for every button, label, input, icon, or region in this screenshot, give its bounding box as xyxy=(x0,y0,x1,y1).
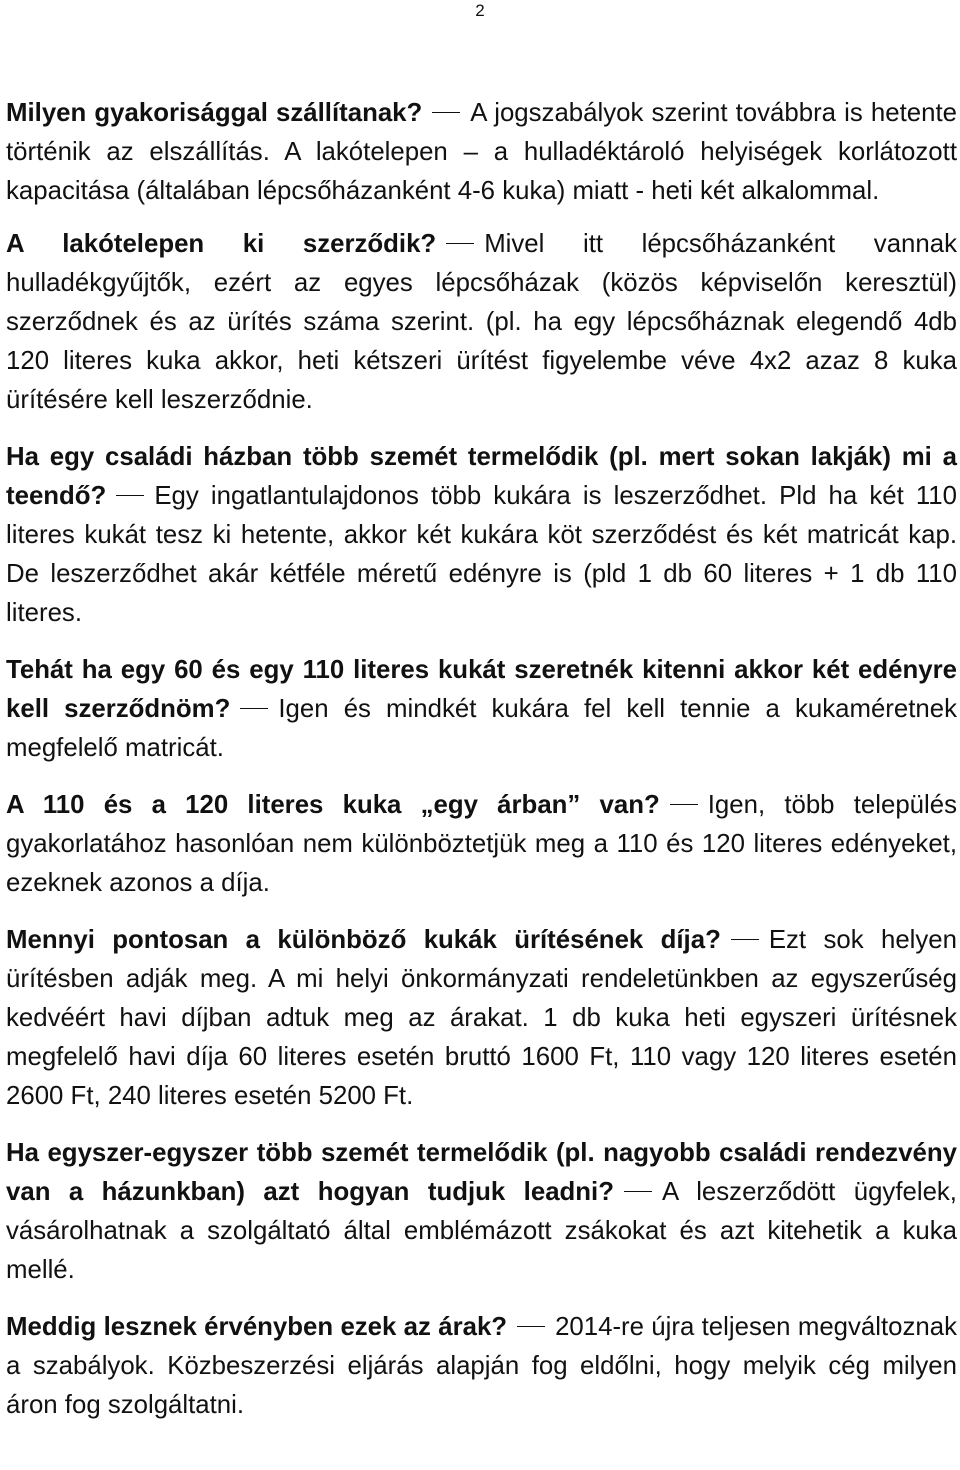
faq-paragraph-housing-estate xyxy=(6,225,957,420)
faq-paragraph-same-price xyxy=(6,786,957,903)
faq-answer: 2014-re újra teljesen megváltoznak a szabályok. Közbeszerzési eljárás alapján fog eldőlni, hogy melyik cég milyen áron fog szolgáltatni. xyxy=(6,1313,957,1419)
faq-question: A 110 és a 120 literes kuka „egy árban” van? xyxy=(6,791,660,819)
faq-paragraph-family-house xyxy=(6,438,957,633)
faq-paragraph-validity xyxy=(6,1308,957,1425)
faq-answer: A jogszabályok szerint továbbra is hetente történik az elszállítás. A lakótelepen – a hulladéktároló helyiségek korlátozott kapacitása (általában lépcsőházanként 4-6 kuka) miatt - heti két alkalommal. xyxy=(6,99,958,205)
faq-paragraph-extra-waste xyxy=(6,1134,957,1290)
faq-answer: Egy ingatlantulajdonos több kukára is leszerződhet. Pld ha két 110 literes kukát tesz ki hetente, akkor két kukára köt szerződést és két matricát kap. De leszerződhet akár kétféle méretű edényre is (pld 1 db 60 literes + 1 db 110 literes. xyxy=(6,482,957,627)
dash-separator xyxy=(240,708,268,709)
document-body xyxy=(6,94,957,1443)
faq-question: Ha egyszer-egyszer több szemét termelődik (pl. nagyobb családi rendezvény van a házunkban) azt hogyan tudjuk leadni? xyxy=(6,1139,957,1206)
faq-answer: Igen, több település gyakorlatához hasonlóan nem különböztetjük meg a 110 és 120 literes edényeket, ezeknek azonos a díja. xyxy=(6,791,957,897)
faq-answer: Ezt sok helyen ürítésben adják meg. A mi helyi önkormányzati rendeletünkben az egyszerűség kedvéért havi díjban adtuk meg az árakat. 1 db kuka heti egyszeri ürítésnek megfelelő havi díja 60 literes esetén bruttó 1600 Ft, 110 vagy 120 literes esetén 2600 Ft, 240 literes esetén 5200 Ft. xyxy=(6,926,957,1110)
dash-separator xyxy=(517,1326,545,1327)
dash-separator xyxy=(731,939,759,940)
faq-answer: Igen és mindkét kukára fel kell tennie a kukaméretnek megfelelő matricát. xyxy=(6,695,957,762)
faq-paragraph-two-bins xyxy=(6,651,957,768)
faq-question: Mennyi pontosan a különböző kukák ürítésének díja? xyxy=(6,926,721,954)
faq-question: Tehát ha egy 60 és egy 110 literes kukát szeretnék kitenni akkor két edényre kell szerződnöm? xyxy=(6,656,957,723)
faq-paragraph-fees xyxy=(6,921,957,1116)
faq-question: A lakótelepen ki szerződik? xyxy=(6,230,437,258)
faq-paragraph-frequency xyxy=(6,94,957,211)
faq-answer: A leszerződött ügyfelek, vásárolhatnak a szolgáltató által emblémázott zsákokat és azt kitehetik a kuka mellé. xyxy=(6,1178,957,1284)
faq-question: Milyen gyakorisággal szállítanak? xyxy=(6,99,423,127)
faq-question: Ha egy családi házban több szemét termelődik (pl. mert sokan lakják) mi a teendő? xyxy=(6,443,957,510)
dash-separator xyxy=(432,112,460,113)
dash-separator xyxy=(116,495,144,496)
page-number: 2 xyxy=(475,1,485,20)
dash-separator xyxy=(446,243,474,244)
dash-separator xyxy=(670,804,698,805)
faq-question: Meddig lesznek érvényben ezek az árak? xyxy=(6,1313,508,1341)
faq-answer: Mivel itt lépcsőházanként vannak hulladékgyűjtők, ezért az egyes lépcsőházak (közös képviselőn keresztül) szerződnek és az ürítés száma szerint. (pl. ha egy lépcsőháznak elegendő 4db 120 literes kuka akkor, heti kétszeri ürítést figyelembe véve 4x2 azaz 8 kuka ürítésére kell leszerződnie. xyxy=(6,230,957,414)
dash-separator xyxy=(624,1191,652,1192)
